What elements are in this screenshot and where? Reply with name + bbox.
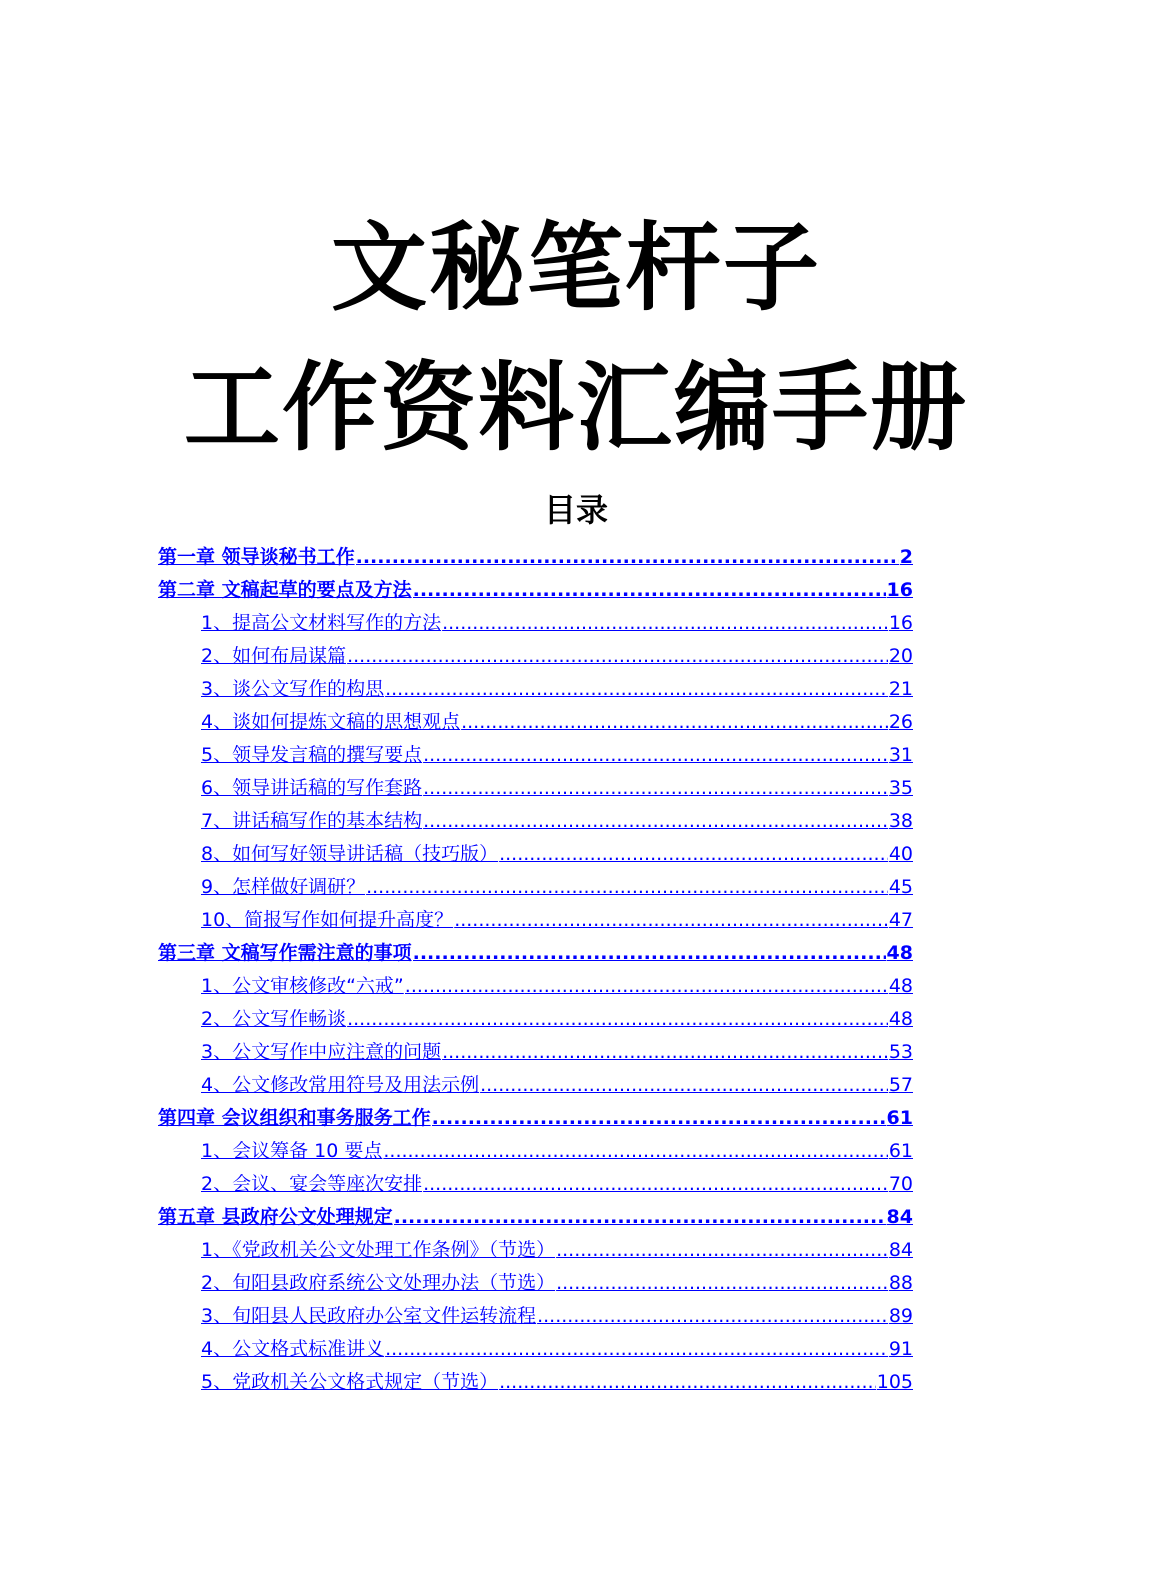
toc-page-number: 48 (886, 942, 913, 964)
toc-page-number: 38 (888, 810, 913, 832)
toc-entry-label: 3、公文写作中应注意的问题 (201, 1041, 442, 1063)
toc-dot-leader (461, 706, 888, 739)
toc-entry-label: 第五章 县政府公文处理规定 (158, 1206, 393, 1228)
toc-page-number: 53 (888, 1041, 913, 1063)
toc-section-link[interactable] (158, 673, 913, 706)
toc-section-link[interactable] (158, 838, 913, 871)
toc-dot-leader (442, 607, 888, 640)
toc-page-number: 48 (888, 975, 913, 997)
toc-entry-label: 10、简报写作如何提升高度？ (201, 909, 454, 931)
toc-entry-label: 5、党政机关公文格式规定（节选） (201, 1371, 499, 1393)
toc-entry-label: 1、《党政机关公文处理工作条例》（节选） (201, 1239, 556, 1261)
toc-entry-label: 6、领导讲话稿的写作套路 (201, 777, 423, 799)
toc-section-link[interactable] (158, 772, 913, 805)
toc-page-number: 16 (886, 579, 913, 601)
toc-page-number: 61 (888, 1140, 913, 1162)
toc-entry-label: 1、提高公文材料写作的方法 (201, 612, 442, 634)
toc-page-number: 40 (888, 843, 913, 865)
toc-dot-leader (423, 805, 888, 838)
toc-dot-leader (499, 1366, 876, 1399)
document-title-line-1: 文秘笔杆子 (331, 212, 821, 324)
toc-dot-leader (423, 772, 888, 805)
toc-section-link[interactable] (158, 706, 913, 739)
toc-dot-leader (347, 640, 888, 673)
toc-entry-label: 8、如何写好领导讲话稿（技巧版） (201, 843, 499, 865)
toc-dot-leader (413, 937, 886, 970)
toc-entry-label: 第四章 会议组织和事务服务工作 (158, 1107, 431, 1129)
toc-entry-label: 第三章 文稿写作需注意的事项 (158, 942, 412, 964)
toc-section-link[interactable] (158, 1135, 913, 1168)
toc-entry-label: 第二章 文稿起草的要点及方法 (158, 579, 412, 601)
toc-dot-leader (480, 1069, 888, 1102)
toc-chapter-link[interactable] (158, 937, 913, 970)
toc-chapter-link[interactable] (158, 541, 913, 574)
toc-chapter-link[interactable] (158, 1201, 913, 1234)
toc-entry-label: 4、谈如何提炼文稿的思想观点 (201, 711, 461, 733)
toc-section-link[interactable] (158, 1267, 913, 1300)
toc-dot-leader (385, 1333, 888, 1366)
toc-entry-label: 2、旬阳县政府系统公文处理办法（节选） (201, 1272, 556, 1294)
toc-section-link[interactable] (158, 1003, 913, 1036)
toc-page-number: 84 (888, 1239, 913, 1261)
toc-dot-leader (356, 541, 899, 574)
toc-page-number: 26 (888, 711, 913, 733)
toc-dot-leader (405, 970, 888, 1003)
toc-page-number: 47 (888, 909, 913, 931)
toc-chapter-link[interactable] (158, 574, 913, 607)
toc-page-number: 48 (888, 1008, 913, 1030)
toc-section-link[interactable] (158, 871, 913, 904)
toc-dot-leader (442, 1036, 888, 1069)
toc-dot-leader (454, 904, 888, 937)
toc-entry-label: 7、讲话稿写作的基本结构 (201, 810, 423, 832)
toc-entry-label: 4、公文格式标准讲义 (201, 1338, 385, 1360)
toc-page-number: 16 (888, 612, 913, 634)
toc-entry-label: 1、会议筹备 10 要点 (201, 1140, 383, 1162)
toc-dot-leader (556, 1234, 888, 1267)
toc-section-link[interactable] (158, 607, 913, 640)
toc-section-link[interactable] (158, 1300, 913, 1333)
toc-page-number: 105 (876, 1371, 913, 1393)
toc-dot-leader (556, 1267, 888, 1300)
toc-heading: 目录 (543, 491, 608, 529)
toc-chapter-link[interactable] (158, 1102, 913, 1135)
toc-entry-label: 2、如何布局谋篇 (201, 645, 347, 667)
toc-section-link[interactable] (158, 640, 913, 673)
toc-section-link[interactable] (158, 904, 913, 937)
toc-page-number: 61 (886, 1107, 913, 1129)
toc-section-link[interactable] (158, 970, 913, 1003)
toc-page-number: 35 (888, 777, 913, 799)
toc-section-link[interactable] (158, 1366, 913, 1399)
toc-dot-leader (423, 739, 888, 772)
toc-section-link[interactable] (158, 739, 913, 772)
toc-page-number: 2 (899, 546, 913, 568)
toc-page-number: 45 (888, 876, 913, 898)
toc-section-link[interactable] (158, 1036, 913, 1069)
toc-section-link[interactable] (158, 805, 913, 838)
toc-dot-leader (413, 574, 886, 607)
toc-section-link[interactable] (158, 1234, 913, 1267)
toc-page-number: 91 (888, 1338, 913, 1360)
toc-entry-label: 2、会议、宴会等座次安排 (201, 1173, 423, 1195)
toc-dot-leader (385, 673, 888, 706)
toc-page-number: 31 (888, 744, 913, 766)
toc-entry-label: 5、领导发言稿的撰写要点 (201, 744, 423, 766)
toc-page-number: 88 (888, 1272, 913, 1294)
toc-entry-label: 3、旬阳县人民政府办公室文件运转流程 (201, 1305, 537, 1327)
table-of-contents (158, 541, 913, 1399)
document-title-line-2: 工作资料汇编手册 (184, 352, 968, 464)
toc-dot-leader (366, 871, 888, 904)
toc-entry-label: 3、谈公文写作的构思 (201, 678, 385, 700)
toc-page-number: 84 (886, 1206, 913, 1228)
toc-dot-leader (394, 1201, 886, 1234)
toc-dot-leader (383, 1135, 887, 1168)
toc-entry-label: 第一章 领导谈秘书工作 (158, 546, 355, 568)
toc-page-number: 57 (888, 1074, 913, 1096)
toc-page-number: 20 (888, 645, 913, 667)
toc-page-number: 89 (888, 1305, 913, 1327)
toc-section-link[interactable] (158, 1333, 913, 1366)
toc-dot-leader (432, 1102, 886, 1135)
toc-entry-label: 4、公文修改常用符号及用法示例 (201, 1074, 480, 1096)
toc-section-link[interactable] (158, 1168, 913, 1201)
toc-dot-leader (537, 1300, 888, 1333)
toc-page-number: 70 (888, 1173, 913, 1195)
toc-entry-label: 9、怎样做好调研？ (201, 876, 366, 898)
toc-dot-leader (347, 1003, 888, 1036)
toc-entry-label: 2、公文写作畅谈 (201, 1008, 347, 1030)
toc-section-link[interactable] (158, 1069, 913, 1102)
toc-entry-label: 1、公文审核修改“六戒” (201, 975, 404, 997)
toc-dot-leader (499, 838, 888, 871)
toc-page-number: 21 (888, 678, 913, 700)
toc-dot-leader (423, 1168, 888, 1201)
